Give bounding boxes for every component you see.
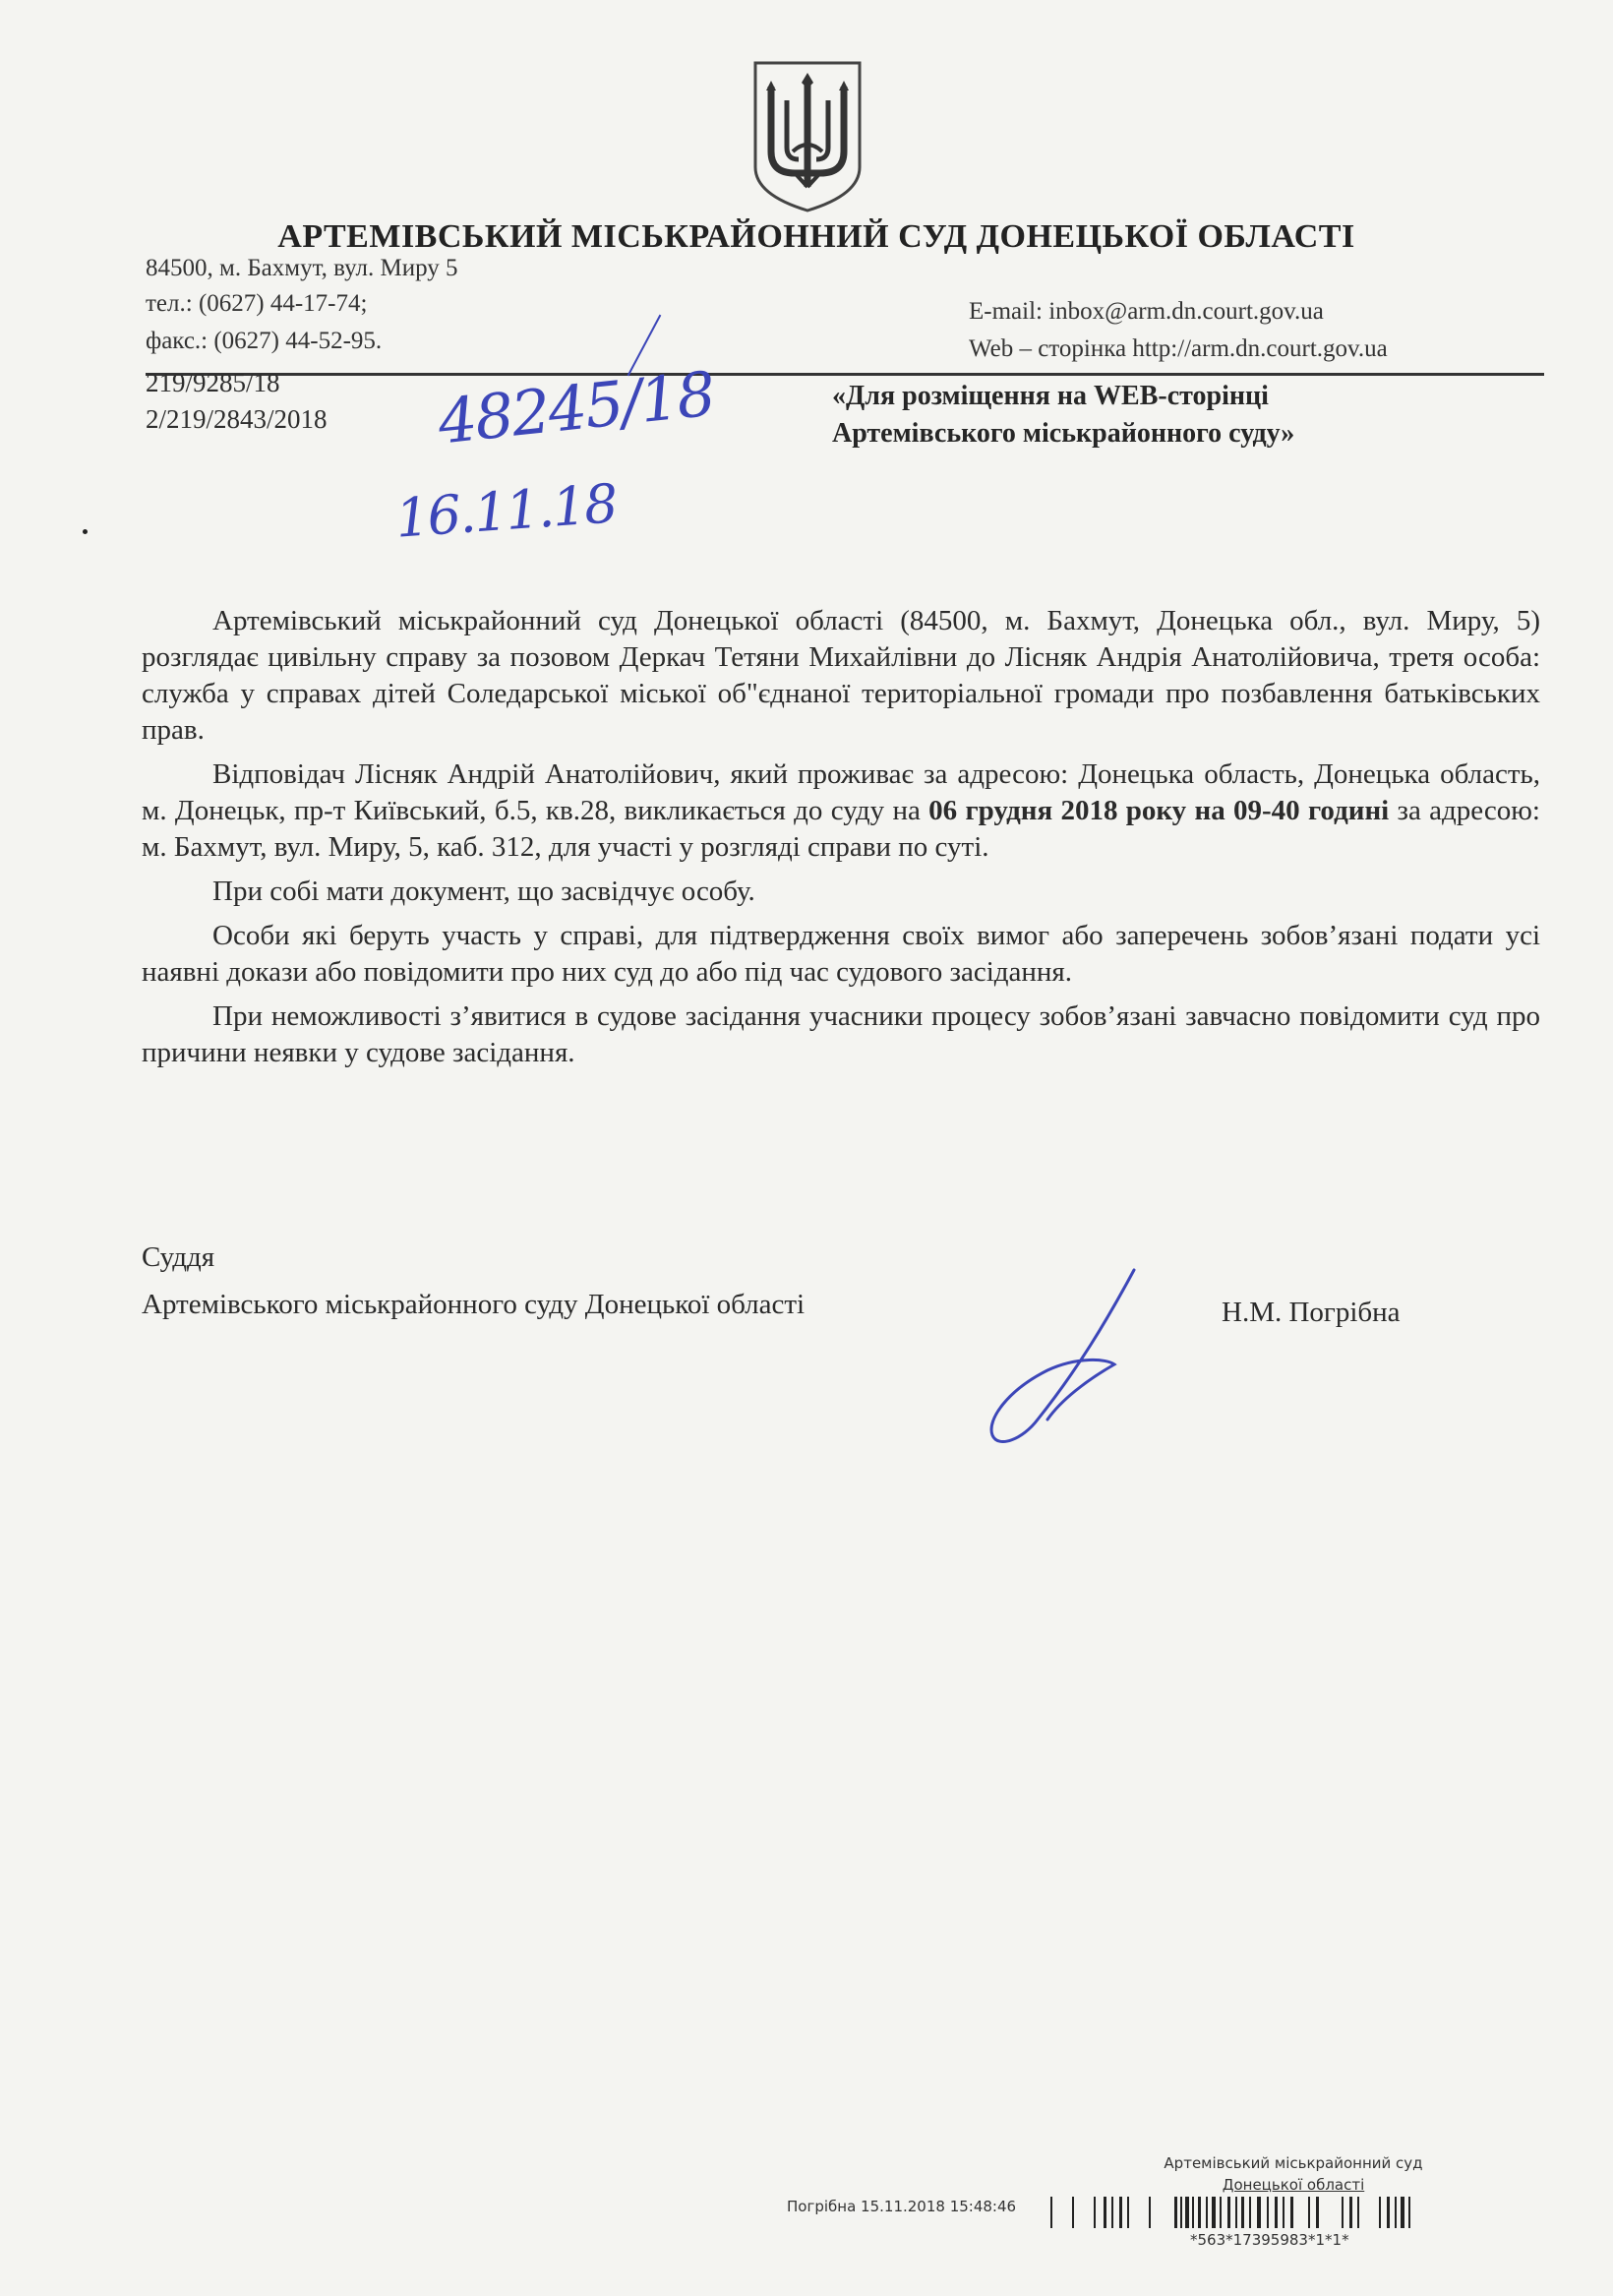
barcode-number: *563*17395983*1*1* — [1190, 2231, 1349, 2249]
paragraph-absence-notice: При неможливості з’явитися в судове засідання учасники процесу зобов’язані завчасно повідомити суд про причини неявки у судове засідання. — [142, 1000, 1540, 1068]
judge-court: Артемівського міськрайонного суду Донецької області — [142, 1289, 806, 1320]
paragraph-evidence: Особи які беруть участь у справі, для підтвердження своїх вимог або заперечень зобов’язані подати усі наявні докази або повідомити про них суд до або під час судового засідання. — [142, 920, 1540, 988]
paragraph-identity-document: При собі мати документ, що засвідчує особу. — [212, 876, 755, 907]
court-address: 84500, м. Бахмут, вул. Миру 5 — [146, 255, 458, 281]
registration-stamp-court — [1131, 2152, 1456, 2196]
handwritten-signature — [979, 1262, 1156, 1459]
registration-timestamp: Погрібна 15.11.2018 15:48:46 — [787, 2198, 1017, 2215]
handwritten-date-note: 16.11.18 — [393, 472, 619, 550]
hearing-date-time: 06 грудня 2018 року на 09-40 годині — [928, 795, 1390, 826]
summons-body — [142, 603, 1540, 1079]
header-divider — [146, 373, 1544, 376]
web-note-line1: «Для розміщення на WEB-сторінці — [832, 381, 1269, 411]
barcode-icon — [1050, 2197, 1542, 2230]
stamp-court-line2: Донецької області — [1222, 2176, 1365, 2194]
web-publication-note — [832, 378, 1294, 453]
summons-text-start: Відповідач Лісняк Андрій Анатолійович, який проживає за адресою: Донецька область, Донецька область, м. Донецьк, пр-т Київський, б.5, кв.28, викликається до суду на — [142, 758, 1540, 826]
judge-name: Н.М. Погрібна — [1222, 1297, 1401, 1328]
scan-speck — [83, 529, 88, 534]
web-note-line2: Артемівського міськрайонного суду» — [832, 418, 1295, 449]
case-number: 219/9285/18 — [146, 368, 280, 397]
paragraph-case-description: Артемівський міськрайонний суд Донецької області (84500, м. Бахмут, Донецька обл., вул. Миру, 5) розглядає цивільну справу за позовом Деркач Тетяни Михайлівни до Лісняк Андрія Анатолійовича, третя особа: служба у справах дітей Соледарської міської об"єднаної територіальної громади про позбавлення батьківських прав. — [142, 605, 1540, 746]
court-title: АРТЕМІВСЬКИЙ МІСЬКРАЙОННИЙ СУД ДОНЕЦЬКОЇ ОБЛАСТІ — [277, 218, 1355, 255]
court-email: E-mail: inbox@arm.dn.court.gov.ua — [969, 298, 1324, 325]
trident-coat-of-arms-icon — [749, 57, 866, 214]
paragraph-defendant-summons — [142, 756, 1540, 866]
stamp-court-line1: Артемівський міськрайонний суд — [1164, 2154, 1423, 2172]
court-fax: факс.: (0627) 44-52-95. — [146, 328, 383, 354]
handwritten-registration-number: 48245/18 — [434, 357, 718, 458]
court-phone: тел.: (0627) 44-17-74; — [146, 290, 368, 317]
summons-text-end: за адресою: м. Бахмут, вул. Миру, 5, каб. 312, для участі у розгляді справи по суті. — [142, 795, 1540, 863]
judge-role: Суддя — [142, 1241, 215, 1273]
court-website: Web – сторінка http://arm.dn.court.gov.ua — [969, 335, 1388, 362]
proceeding-number: 2/219/2843/2018 — [146, 404, 328, 434]
